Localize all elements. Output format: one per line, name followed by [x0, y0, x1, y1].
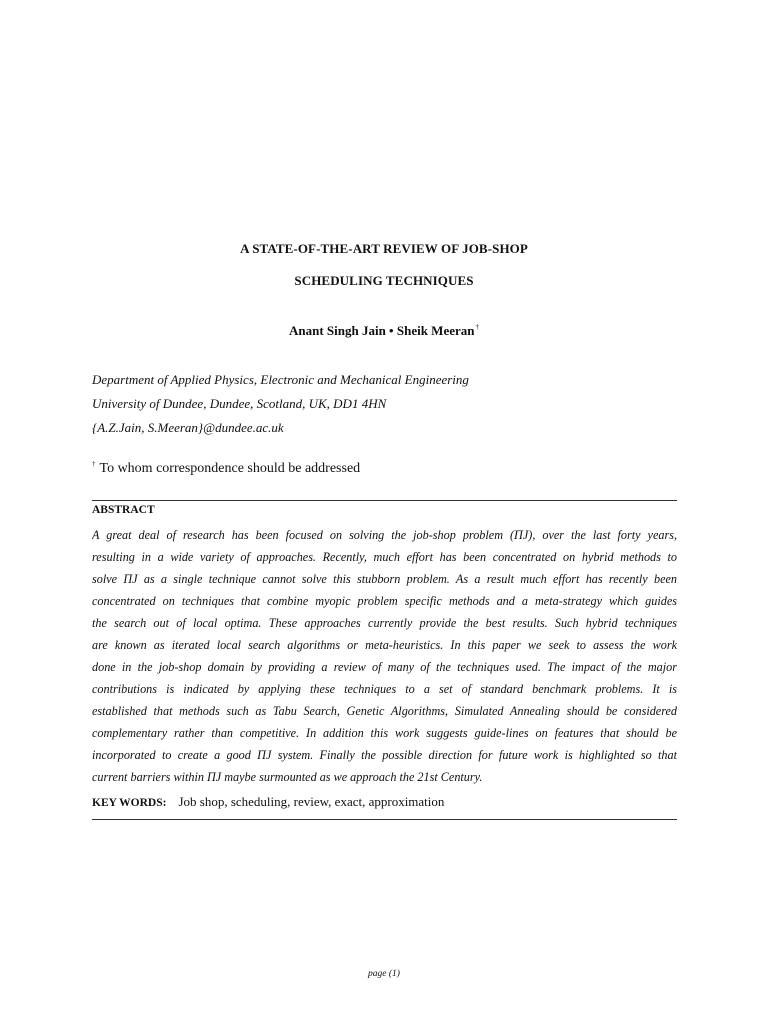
footnote-text: To whom correspondence should be addressed [99, 461, 361, 476]
abstract-bottom-rule [92, 819, 677, 820]
abstract-line: incorporated to create a good ΠJ system. Finally the possible direction for future work is highlighted so that [92, 748, 677, 762]
affiliation-email: {A.Z.Jain, S.Meeran}@dundee.ac.uk [92, 420, 284, 435]
abstract-top-rule [92, 500, 677, 501]
paper-title-line-1: A STATE-OF-THE-ART REVIEW OF JOB-SHOP [240, 241, 528, 256]
abstract-line: A great deal of research has been focused on solving the job-shop problem (ΠJ), over the last forty years, [92, 528, 677, 542]
abstract-line: concentrated on techniques that combine myopic problem specific methods and a meta-strategy which guides [92, 594, 677, 608]
correspondence-mark: † [475, 323, 479, 331]
keywords-text: Job shop, scheduling, review, exact, approximation [178, 794, 445, 809]
abstract-line: solve ΠJ as a single technique cannot solve this stubborn problem. As a result much effort has recently been [92, 572, 677, 586]
abstract-line: done in the job-shop domain by providing a review of many of the techniques used. The impact of the major [92, 660, 677, 674]
abstract-line: current barriers within ΠJ maybe surmounted as we approach the 21st Century. [92, 770, 483, 784]
keywords [92, 794, 677, 810]
abstract-heading: ABSTRACT [92, 504, 155, 516]
affiliation-university: University of Dundee, Dundee, Scotland, UK, DD1 4HN [92, 396, 387, 411]
abstract-line: complementary rather than competitive. In addition this work suggests guide-lines on features that should be [92, 726, 677, 740]
abstract-line: contributions is indicated by applying these techniques to a set of standard benchmark problems. It is [92, 682, 677, 696]
affiliation-department: Department of Applied Physics, Electronic and Mechanical Engineering [92, 372, 469, 387]
abstract-line: resulting in a wide variety of approaches. Recently, much effort has been concentrated on hybrid methods to [92, 550, 677, 564]
abstract-body [92, 524, 677, 788]
abstract-line: are known as iterated local search algorithms or meta-heuristics. In this paper we seek to assess the work [92, 638, 677, 652]
abstract-line: established that methods such as Tabu Search, Genetic Algorithms, Simulated Annealing should be considered [92, 704, 677, 718]
paper-title-line-2: SCHEDULING TECHNIQUES [294, 273, 474, 288]
correspondence-footnote [92, 460, 360, 477]
author-list [0, 323, 768, 339]
author-names: Anant Singh Jain • Sheik Meeran [288, 323, 475, 338]
footnote-mark: † [92, 460, 96, 468]
page-number: page (1) [368, 969, 400, 979]
abstract-line: the search out of local optima. These approaches currently provide the best results. Such hybrid techniques [92, 616, 677, 630]
keywords-label: KEY WORDS: [92, 797, 167, 809]
